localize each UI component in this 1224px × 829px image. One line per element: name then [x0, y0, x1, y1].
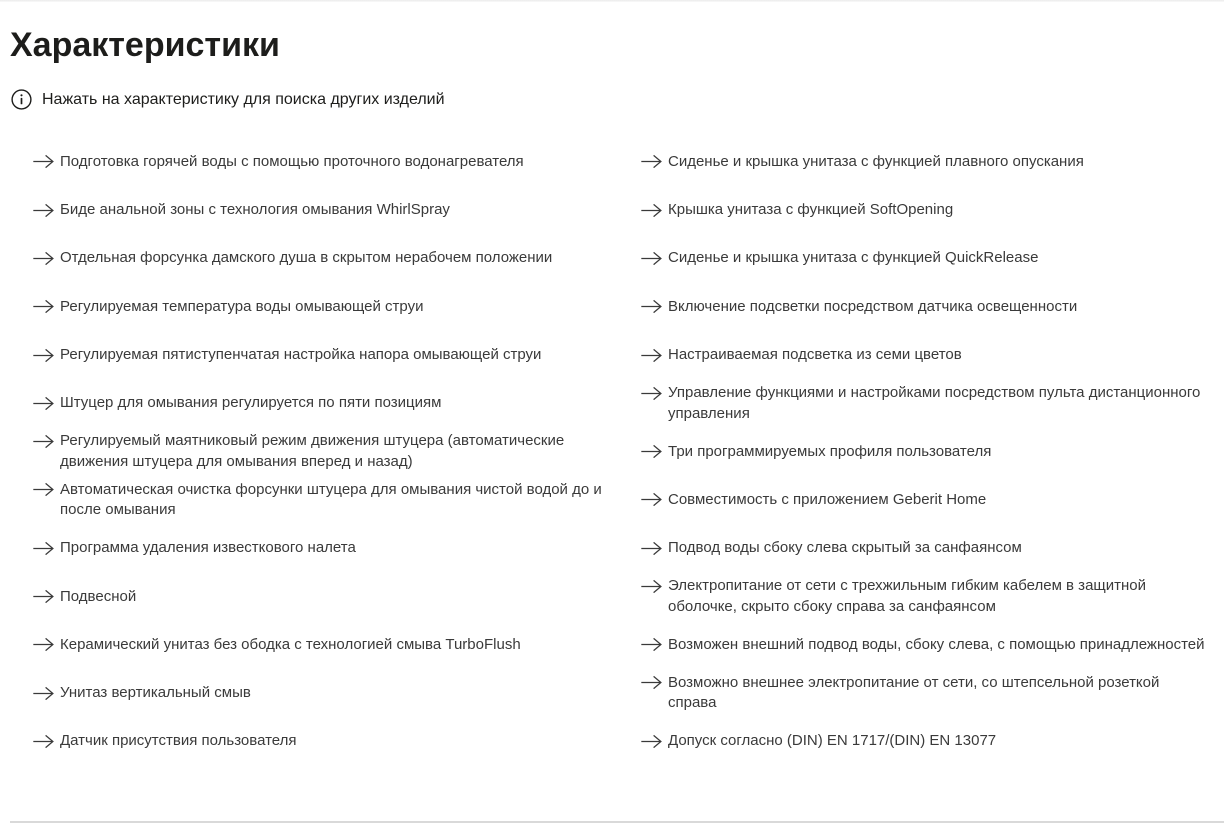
feature-label: Совместимость с приложением Geberit Home — [668, 490, 987, 508]
feature-label: Возможно внешнее электропитание от сети, со штепсельной розеткой справа — [668, 673, 1160, 712]
features-grid — [33, 138, 1224, 766]
feature-label: Подвесной — [60, 587, 137, 605]
top-hairline-divider — [0, 0, 1224, 2]
arrow-right-icon — [641, 299, 662, 314]
arrow-right-icon — [33, 396, 54, 411]
feature-item-left-4[interactable] — [33, 297, 603, 318]
arrow-right-icon — [641, 541, 662, 556]
arrow-right-icon — [33, 251, 54, 266]
feature-item-right-13[interactable] — [641, 731, 1211, 752]
section-divider — [10, 821, 1224, 823]
arrow-right-icon — [33, 589, 54, 604]
feature-item-left-7[interactable] — [33, 431, 603, 472]
arrow-right-icon — [33, 203, 54, 218]
arrow-right-icon — [33, 299, 54, 314]
arrow-right-icon — [641, 675, 662, 690]
feature-item-left-11[interactable] — [33, 635, 603, 656]
arrow-right-icon — [641, 579, 662, 594]
feature-label: Настраиваемая подсветка из семи цветов — [668, 346, 962, 364]
feature-item-right-7[interactable] — [641, 442, 1211, 463]
arrow-right-icon — [33, 482, 54, 497]
feature-label: Подвод воды сбоку слева скрытый за санфаянсом — [668, 539, 1022, 557]
arrow-right-icon — [641, 734, 662, 749]
feature-label: Штуцер для омывания регулируется по пяти позициям — [60, 394, 442, 412]
feature-item-left-1[interactable] — [33, 152, 603, 173]
arrow-right-icon — [33, 734, 54, 749]
arrow-right-icon — [33, 541, 54, 556]
feature-label: Программа удаления известкового налета — [60, 539, 356, 557]
feature-item-left-13[interactable] — [33, 731, 603, 752]
info-note-row — [11, 89, 1224, 110]
feature-label: Управление функциями и настройками посредством пульта дистанционного управления — [668, 384, 1201, 422]
feature-label: Унитаз вертикальный смыв — [60, 684, 251, 702]
info-note-text: Нажать на характеристику для поиска других изделий — [42, 91, 445, 108]
feature-item-left-5[interactable] — [33, 345, 603, 366]
feature-item-left-12[interactable] — [33, 683, 603, 704]
feature-item-right-5[interactable] — [641, 345, 1211, 366]
feature-label: Крышка унитаза с функцией SoftOpening — [668, 201, 954, 219]
arrow-right-icon — [641, 444, 662, 459]
feature-label: Отдельная форсунка дамского душа в скрытом нерабочем положении — [60, 249, 553, 267]
arrow-right-icon — [641, 203, 662, 218]
arrow-right-icon — [33, 434, 54, 449]
feature-label: Сиденье и крышка унитаза с функцией плавного опускания — [668, 152, 1084, 170]
arrow-right-icon — [641, 348, 662, 363]
page-title: Характеристики — [10, 26, 280, 64]
feature-item-right-10[interactable] — [641, 576, 1211, 617]
feature-label: Три программируемых профиля пользователя — [668, 442, 992, 460]
arrow-right-icon — [641, 154, 662, 169]
arrow-right-icon — [641, 637, 662, 652]
feature-item-left-8[interactable] — [33, 480, 603, 521]
feature-item-right-6[interactable] — [641, 383, 1211, 424]
feature-label: Регулируемая пятиступенчатая настройка напора омывающей струи — [60, 346, 542, 364]
feature-label: Допуск согласно (DIN) EN 1717/(DIN) EN 13077 — [668, 732, 997, 750]
feature-label: Сиденье и крышка унитаза с функцией QuickRelease — [668, 249, 1039, 267]
arrow-right-icon — [641, 251, 662, 266]
feature-item-right-1[interactable] — [641, 152, 1211, 173]
arrow-right-icon — [33, 637, 54, 652]
feature-label: Подготовка горячей воды с помощью проточного водонагревателя — [60, 152, 524, 170]
feature-item-left-6[interactable] — [33, 393, 603, 414]
feature-item-right-2[interactable] — [641, 200, 1211, 221]
feature-label: Биде анальной зоны с технология омывания WhirlSpray — [60, 201, 450, 219]
feature-item-right-3[interactable] — [641, 248, 1211, 269]
arrow-right-icon — [33, 348, 54, 363]
feature-item-right-8[interactable] — [641, 490, 1211, 511]
arrow-right-icon — [33, 154, 54, 169]
feature-item-right-12[interactable] — [641, 673, 1211, 714]
arrow-right-icon — [641, 386, 662, 401]
feature-item-left-3[interactable] — [33, 248, 603, 269]
feature-label: Возможен внешний подвод воды, сбоку слева, с помощью принадлежностей — [668, 635, 1205, 653]
feature-item-left-2[interactable] — [33, 200, 603, 221]
info-icon — [11, 89, 32, 110]
feature-item-right-4[interactable] — [641, 297, 1211, 318]
feature-item-right-11[interactable] — [641, 635, 1211, 656]
feature-label: Регулируемый маятниковый режим движения штуцера (автоматические движения штуцера для омывания вперед и назад) — [60, 432, 565, 470]
arrow-right-icon — [33, 686, 54, 701]
feature-item-left-9[interactable] — [33, 538, 603, 559]
feature-label: Включение подсветки посредством датчика освещенности — [668, 297, 1078, 315]
feature-label: Электропитание от сети с трехжильным гибким кабелем в защитной оболочке, скрыто сбоку справа за санфаянсом — [668, 577, 1147, 615]
feature-label: Автоматическая очистка форсунки штуцера для омывания чистой водой до и после омывания — [60, 480, 602, 519]
arrow-right-icon — [641, 492, 662, 507]
feature-item-left-10[interactable] — [33, 587, 603, 608]
feature-label: Регулируемая температура воды омывающей струи — [60, 297, 424, 315]
feature-label: Датчик присутствия пользователя — [60, 732, 297, 750]
feature-label: Керамический унитаз без ободка с технологией смыва TurboFlush — [60, 635, 521, 653]
feature-item-right-9[interactable] — [641, 538, 1211, 559]
